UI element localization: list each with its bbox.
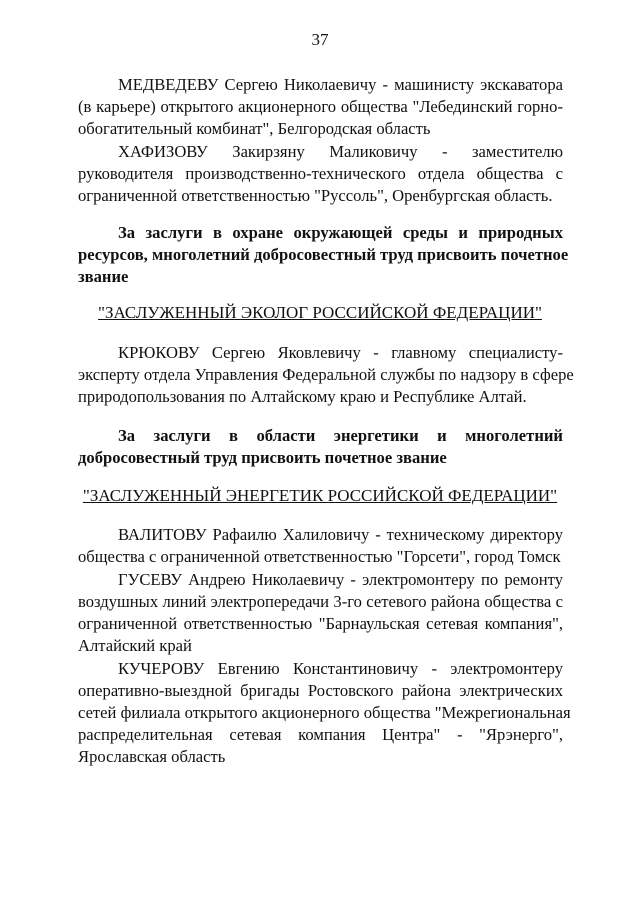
text-line: распределительная сетевая компания Центра" - "Ярэнерго",	[78, 725, 563, 744]
heading-line: За заслуги в области энергетики и многолетний	[118, 426, 563, 445]
award-title: "ЗАСЛУЖЕННЫЙ ЭКОЛОГ РОССИЙСКОЙ ФЕДЕРАЦИИ"	[98, 303, 542, 322]
text-line: воздушных линий электропередачи 3-го сетевого района общества с	[78, 592, 563, 611]
text-line: ГУСЕВУ Андрею Николаевичу - электромонтеру по ремонту	[118, 570, 563, 589]
heading-line: За заслуги в охране окружающей среды и природных	[118, 223, 563, 242]
text-line: ограниченной ответственностью "Руссоль", Оренбургская область.	[78, 186, 553, 205]
text-line: природопользования по Алтайскому краю и Республике Алтай.	[78, 387, 527, 406]
page-number: 37	[311, 30, 329, 49]
text-line: Алтайский край	[78, 636, 192, 655]
heading-line: ресурсов, многолетний добросовестный труд присвоить почетное	[78, 245, 569, 264]
text-line: общества с ограниченной ответственностью "Горсети", город Томск	[78, 547, 561, 566]
text-line: эксперту отдела Управления Федеральной службы по надзору в сфере	[78, 365, 574, 384]
heading-line: добросовестный труд присвоить почетное звание	[78, 448, 447, 467]
text-line: Ярославская область	[78, 747, 226, 766]
text-line: ограниченной ответственностью "Барнаульская сетевая компания",	[78, 614, 563, 633]
text-line: сетей филиала открытого акционерного общества "Межрегиональная	[78, 703, 571, 722]
text-line: КУЧЕРОВУ Евгению Константиновичу - электромонтеру	[118, 659, 563, 678]
text-line: оперативно-выездной бригады Ростовского района электрических	[78, 681, 563, 700]
award-title: "ЗАСЛУЖЕННЫЙ ЭНЕРГЕТИК РОССИЙСКОЙ ФЕДЕРАЦИИ"	[82, 486, 558, 505]
text-line: КРЮКОВУ Сергею Яковлевичу - главному специалисту-	[118, 343, 563, 362]
text-line: обогатительный комбинат", Белгородская область	[78, 119, 431, 138]
text-line: руководителя производственно-технического отдела общества с	[78, 164, 563, 183]
text-line: МЕДВЕДЕВУ Сергею Николаевичу - машинисту экскаватора	[118, 75, 563, 94]
text-line: ВАЛИТОВУ Рафаилю Халиловичу - техническому директору	[118, 525, 563, 544]
heading-line: звание	[78, 267, 129, 286]
text-line: (в карьере) открытого акционерного общества "Лебединский горно-	[78, 97, 563, 116]
text-line: ХАФИЗОВУ Закирзяну Маликовичу - заместителю	[118, 142, 563, 161]
